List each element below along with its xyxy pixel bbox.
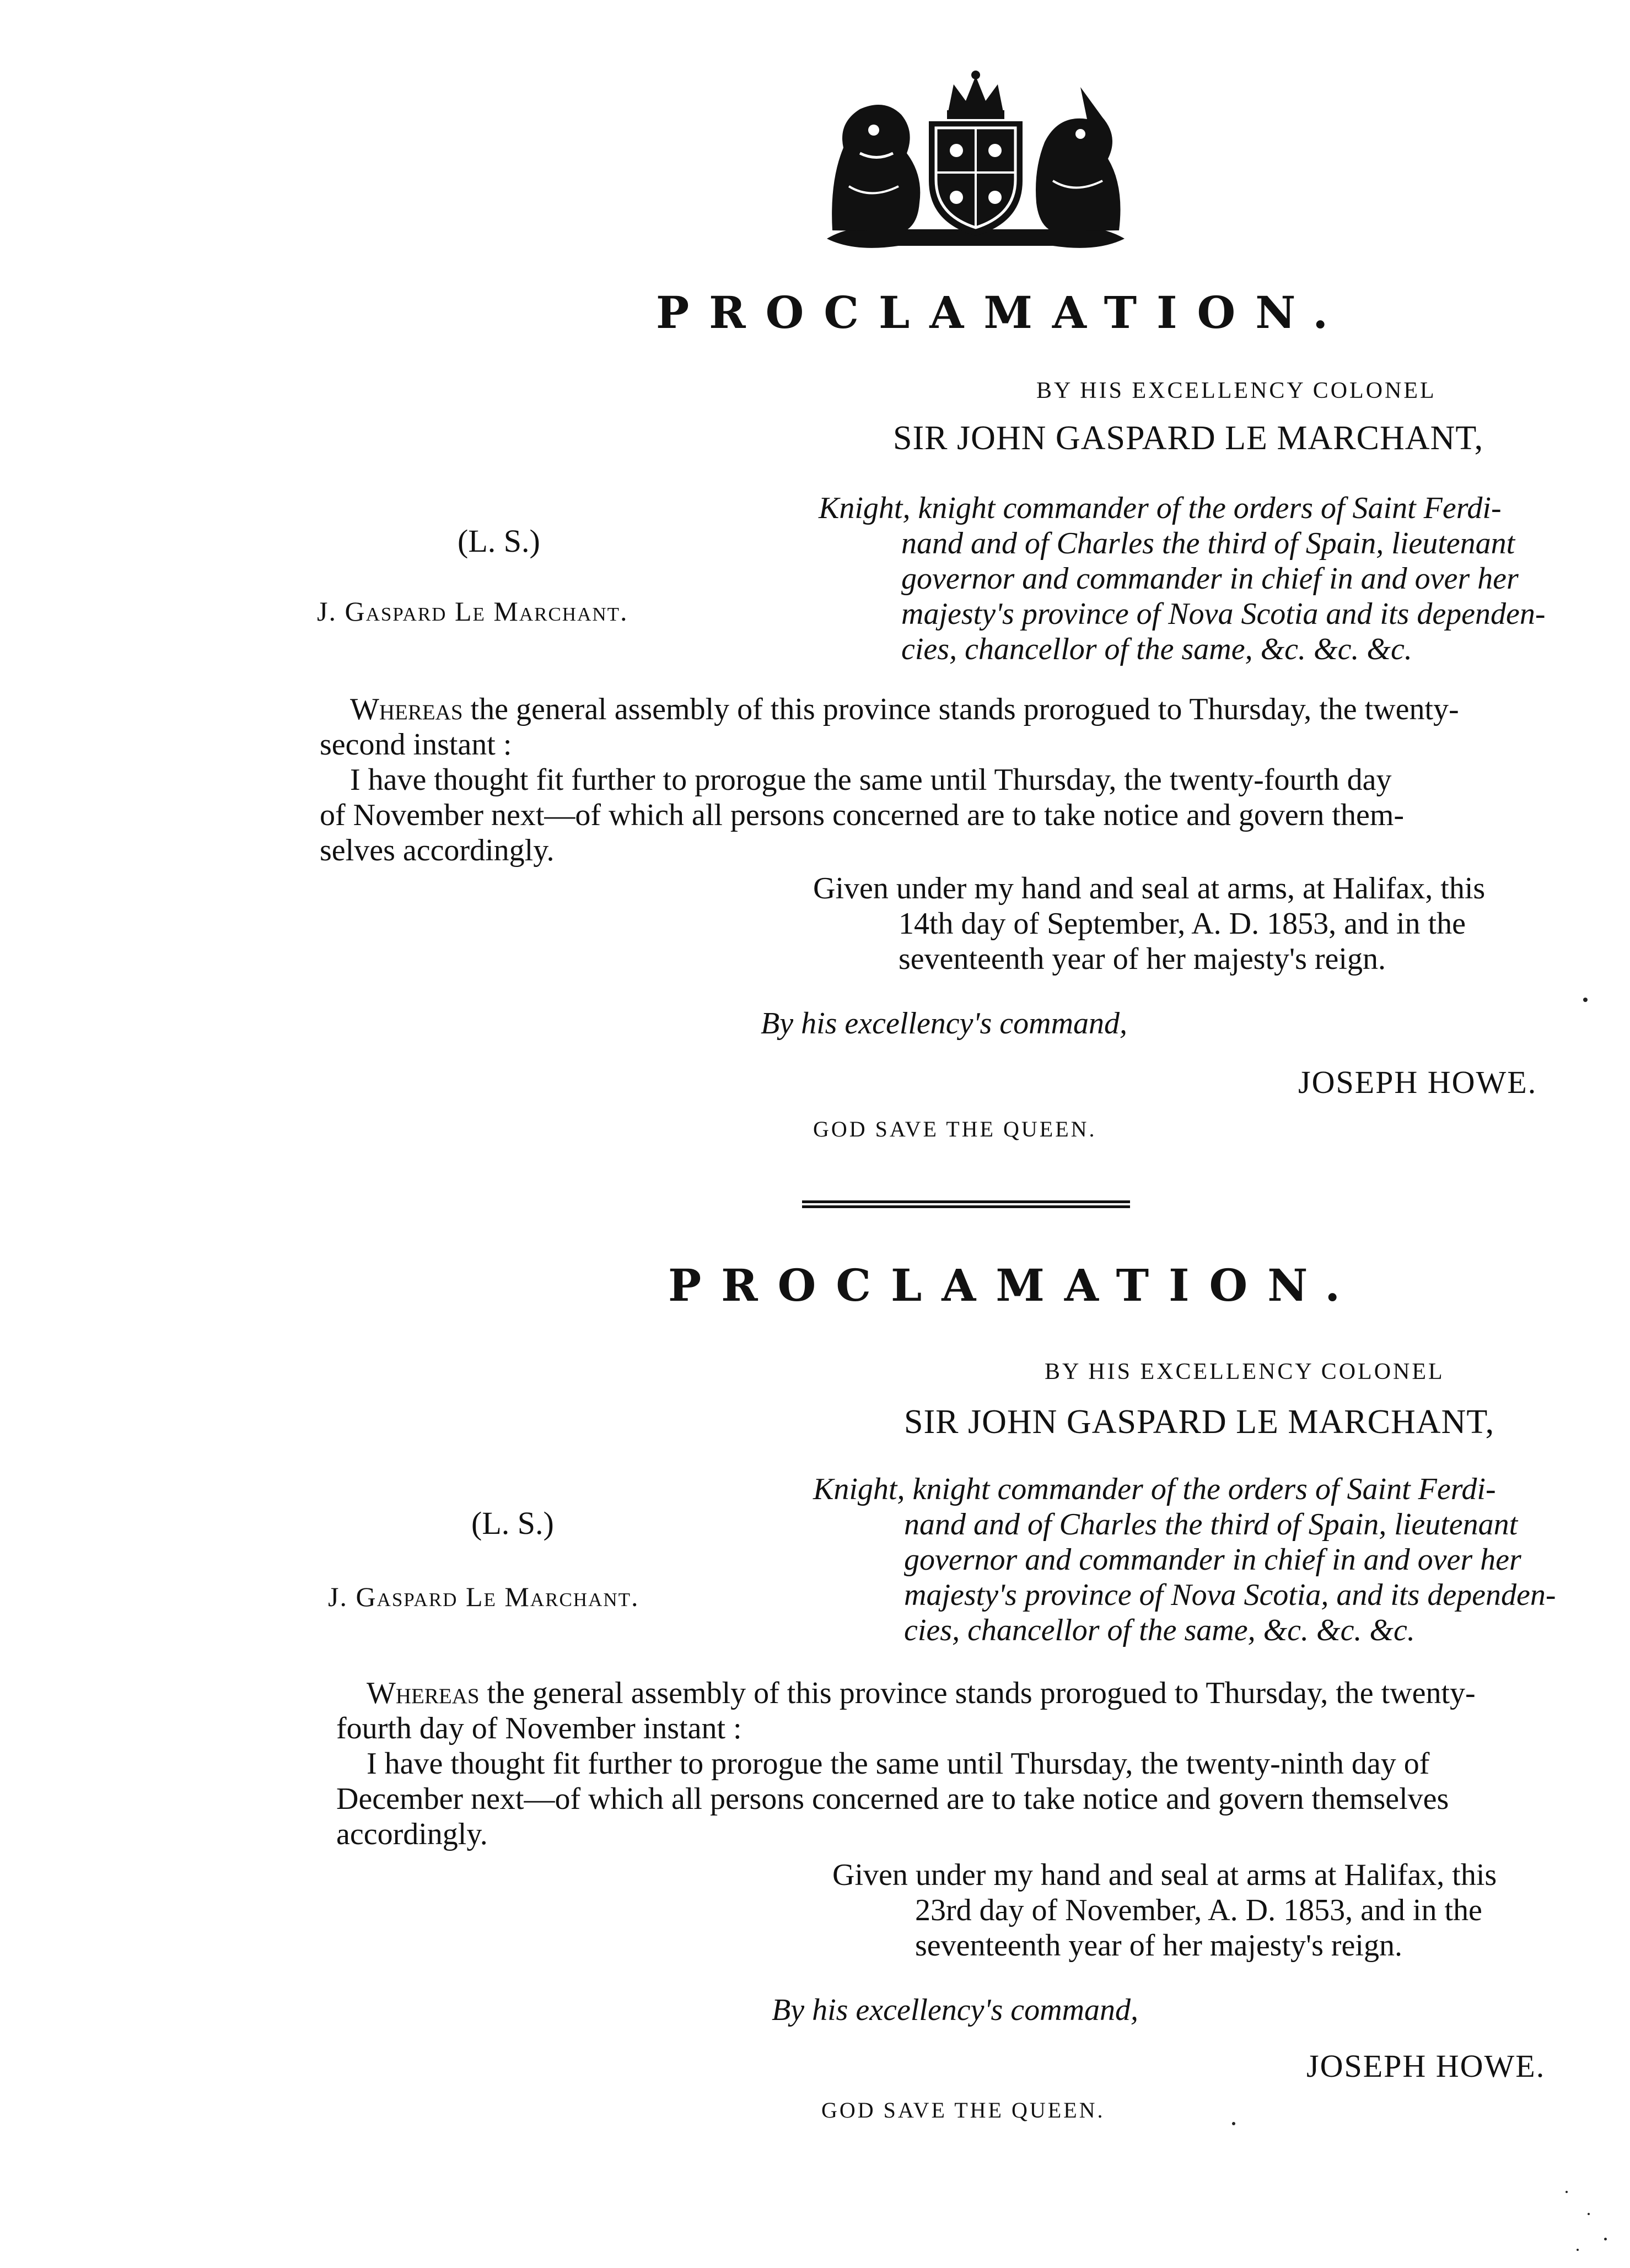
excellency-command: By his excellency's command, (761, 1006, 1128, 1041)
governor-name: SIR JOHN GASPARD LE MARCHANT, (893, 419, 1484, 457)
by-his-excellency-line: BY HIS EXCELLENCY COLONEL (1045, 1359, 1445, 1384)
given-line: Given under my hand and seal at arms, at Halifax, this (813, 871, 1486, 906)
seal-label: (L. S.) (471, 1505, 554, 1541)
given-under-hand (813, 871, 1485, 977)
body-line: accordingly. (336, 1817, 488, 1851)
scan-speck (1588, 2213, 1590, 2215)
whereas-word: Whereas (367, 1676, 480, 1710)
scan-speck (1604, 2238, 1607, 2240)
given-line: Given under my hand and seal at arms at Halifax, this (832, 1858, 1497, 1892)
scan-speck (1566, 2191, 1568, 2193)
titles-line: nand and of Charles the third of Spain, lieutenant (901, 526, 1515, 561)
governor-titles (813, 1472, 1556, 1648)
titles-line: Knight, knight commander of the orders of Saint Ferdi- (819, 491, 1502, 525)
secretary-signature: JOSEPH HOWE. (1298, 1064, 1537, 1100)
titles-line: cies, chancellor of the same, &c. &c. &c. (904, 1613, 1415, 1647)
section-divider (802, 1200, 1130, 1208)
royal-coat-of-arms-icon (821, 71, 1130, 258)
body-line: Whereas the general assembly of this province stands prorogued to Thursday, the twenty- (367, 1676, 1476, 1710)
given-line: seventeenth year of her majesty's reign. (899, 942, 1386, 976)
titles-line: governor and commander in chief in and over her (901, 562, 1519, 596)
titles-line: majesty's province of Nova Scotia, and its dependen- (904, 1578, 1556, 1612)
governor-titles (819, 491, 1546, 667)
proclamation-title: PROCLAMATION. (656, 287, 1348, 338)
scan-speck (1232, 2122, 1235, 2125)
proclamation-title: PROCLAMATION. (668, 1259, 1360, 1311)
given-line: 23rd day of November, A. D. 1853, and in the (915, 1893, 1482, 1927)
excellency-command: By his excellency's command, (772, 1993, 1139, 2027)
whereas-word: Whereas (350, 692, 463, 726)
titles-line: nand and of Charles the third of Spain, lieutenant (904, 1507, 1518, 1542)
given-line: 14th day of September, A. D. 1853, and in the (899, 907, 1466, 941)
body-line: fourth day of November instant : (336, 1711, 742, 1746)
god-save-the-queen: GOD SAVE THE QUEEN. (813, 1117, 1097, 1141)
body-line: I have thought fit further to prorogue the same until Thursday, the twenty-fourth day (350, 763, 1392, 797)
by-his-excellency-line: BY HIS EXCELLENCY COLONEL (1036, 378, 1437, 403)
seal-signer: J. Gaspard Le Marchant. (317, 596, 628, 627)
titles-line: majesty's province of Nova Scotia and its dependen- (901, 597, 1546, 631)
given-under-hand (832, 1857, 1497, 1963)
body-line: I have thought fit further to prorogue the same until Thursday, the twenty-ninth day of (367, 1747, 1430, 1781)
proclamation-body (336, 1676, 1476, 1852)
titles-line: governor and commander in chief in and over her (904, 1543, 1521, 1577)
god-save-the-queen: GOD SAVE THE QUEEN. (821, 2098, 1105, 2122)
body-line: second instant : (320, 728, 512, 762)
secretary-signature: JOSEPH HOWE. (1306, 2048, 1546, 2084)
scan-speck (1577, 2249, 1579, 2251)
body-line: selves accordingly. (320, 833, 555, 868)
body-line: of November next—of which all persons concerned are to take notice and govern them- (320, 798, 1405, 832)
seal-signer: J. Gaspard Le Marchant. (328, 1581, 639, 1612)
body-line: December next—of which all persons concerned are to take notice and govern themselves (336, 1782, 1449, 1816)
titles-line: Knight, knight commander of the orders of Saint Ferdi- (813, 1472, 1496, 1506)
governor-name: SIR JOHN GASPARD LE MARCHANT, (904, 1403, 1495, 1441)
seal-label: (L. S.) (458, 523, 540, 559)
titles-line: cies, chancellor of the same, &c. &c. &c. (901, 632, 1412, 666)
body-line: Whereas the general assembly of this province stands prorogued to Thursday, the twenty- (350, 692, 1459, 726)
scan-speck (1583, 998, 1588, 1002)
proclamation-body (320, 692, 1459, 868)
given-line: seventeenth year of her majesty's reign. (915, 1928, 1402, 1963)
